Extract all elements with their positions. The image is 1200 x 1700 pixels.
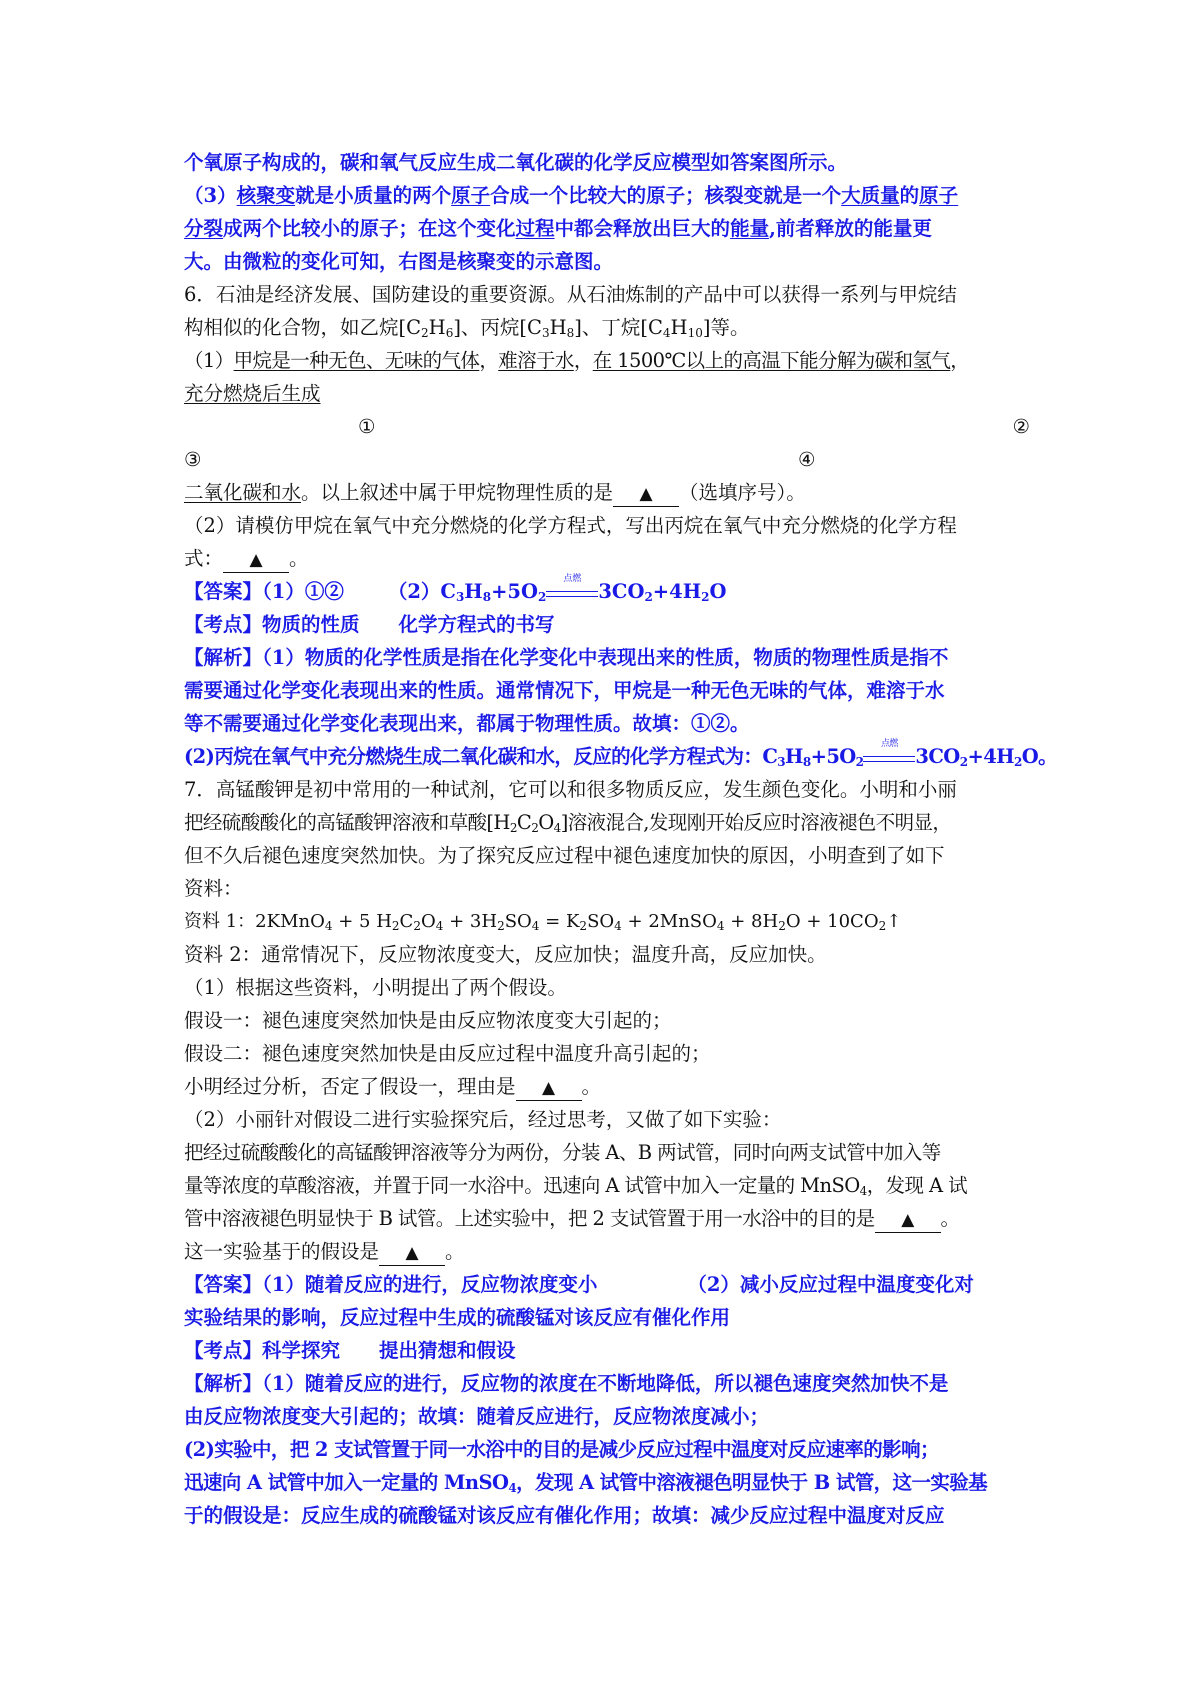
question-7-line <box>184 971 1030 1004</box>
answer-text: （2）减小反应过程中温度变化对 <box>687 1273 974 1296</box>
question-text: （1）根据这些资料，小明提出了两个假设。 <box>184 976 567 999</box>
statement-marker-3: ③ <box>184 448 202 471</box>
analysis-line <box>184 1466 1030 1499</box>
analysis-line <box>184 674 1030 707</box>
subscript: 3 <box>777 755 785 769</box>
answer-text: +5O <box>491 580 538 603</box>
subscript: 4 <box>716 919 725 933</box>
analysis-text: 。 <box>1038 745 1058 768</box>
underlined-statement: 在 1500℃以上的高温下能分解为碳和氢气 <box>592 349 951 372</box>
question-7-line <box>184 1070 1030 1103</box>
subscript: 4 <box>435 919 444 933</box>
knowledge-tag: 【考点】 <box>184 1339 263 1362</box>
question-text: 假设二：褪色速度突然加快是由反应过程中温度升高引起的； <box>184 1042 711 1065</box>
equation-text: + 5 H <box>332 911 392 932</box>
answer-text: +4H <box>652 580 702 603</box>
knowledge-text: 物质的性质 化学方程式的书写 <box>262 613 555 636</box>
document-content <box>184 146 1058 1532</box>
analysis-text: +4H <box>967 745 1014 768</box>
analysis-text: 合成一个比较大的原子；核裂变就是一个 <box>490 184 842 207</box>
equation-text: C <box>399 911 414 932</box>
analysis-line <box>184 1433 1030 1466</box>
analysis-text: (2)丙烷在氧气中充分燃烧生成二氧化碳和水，反应的化学方程式为：C <box>184 745 778 768</box>
question-text: （2）小丽针对假设二进行实验探究后，经过思考，又做了如下实验： <box>184 1108 782 1131</box>
equation-text: = K <box>539 911 580 932</box>
equation-text: SO <box>504 911 532 932</box>
question-6-line <box>184 311 1030 344</box>
subscript: 2 <box>959 755 968 769</box>
analysis-line <box>184 738 1058 773</box>
analysis-line <box>184 1499 1030 1532</box>
subscript: 2 <box>497 919 505 933</box>
subscript: 2 <box>509 821 517 835</box>
subscript: 4 <box>553 821 561 835</box>
analysis-line <box>184 212 1030 245</box>
subscript: 4 <box>859 1184 867 1198</box>
statement-markers-row <box>184 443 1030 476</box>
knowledge-text: 科学探究 提出猜想和假设 <box>262 1339 516 1362</box>
analysis-text: ,前者释放的能量更 <box>769 217 932 240</box>
question-7-line <box>184 806 1030 839</box>
subscript: 2 <box>778 919 786 933</box>
analysis-text: 迅速向 A 试管中加入一定量的 MnSO <box>184 1471 509 1494</box>
question-text: 。 <box>940 1207 960 1230</box>
question-text: O <box>538 811 554 834</box>
analysis-text: （3） <box>184 184 237 207</box>
answer-text: O <box>709 580 727 603</box>
question-6-line <box>184 344 1030 377</box>
question-text: H <box>428 316 446 339</box>
question-text: 把经硫酸酸化的高锰酸钾溶液和草酸[H <box>184 811 510 834</box>
analysis-text: 由反应物浓度变大引起的；故填：随着反应进行，反应物浓度减小； <box>184 1405 770 1428</box>
reference-1-line <box>184 905 1030 938</box>
statement-markers-row <box>184 410 1030 443</box>
analysis-text: +5O <box>810 745 856 768</box>
question-text: 假设一：褪色速度突然加快是由反应物浓度变大引起的； <box>184 1009 672 1032</box>
answer-equation <box>387 573 727 604</box>
statement-marker-4: ④ <box>798 448 816 471</box>
question-text: ]溶液混合,发现刚开始反应时溶液褪色不明显， <box>560 811 952 834</box>
subscript: 2 <box>855 755 864 769</box>
analysis-line <box>184 1400 1030 1433</box>
underlined-term: 核聚变 <box>236 184 296 207</box>
question-text: 7．高锰酸钾是初中常用的一种试剂，它可以和很多物质反应，发生颜色变化。小明和小丽 <box>184 778 957 801</box>
analysis-line <box>184 1367 1030 1400</box>
question-text: ]、丁烷[C <box>574 316 663 339</box>
subscript: 2 <box>421 326 429 340</box>
analysis-text: 中都会释放出巨大的 <box>554 217 731 240</box>
analysis-line <box>184 641 1030 674</box>
question-6-line <box>184 542 1030 575</box>
equation-text: + 3H <box>443 911 498 932</box>
triangle-icon: ▲ <box>639 484 653 504</box>
reaction-arrow <box>546 573 598 602</box>
subscript: 2 <box>531 821 539 835</box>
analysis-text: （1）随着反应的进行，反应物的浓度在不断地降低，所以褪色速度突然加快不是 <box>262 1372 949 1395</box>
answer-text: 实验结果的影响，反应过程中生成的硫酸锰对该反应有催化作用 <box>184 1306 731 1329</box>
underlined-statement: 甲烷是一种无色、无味的气体 <box>233 349 480 372</box>
subscript: 2 <box>391 919 400 933</box>
analysis-line <box>184 146 1030 179</box>
subscript: 4 <box>324 919 333 933</box>
question-6-line <box>184 476 1030 509</box>
equation-text: O <box>420 911 436 932</box>
question-text: ，发现 A 试 <box>866 1174 967 1197</box>
question-text: 。 <box>445 1240 465 1263</box>
underlined-term: 能量 <box>730 217 770 240</box>
underlined-statement: 难溶于水 <box>498 349 574 372</box>
analysis-text: 需要通过化学变化表现出来的性质。通常情况下，甲烷是一种无色无味的气体，难溶于水 <box>184 679 945 702</box>
subscript: 4 <box>531 919 540 933</box>
answer-line <box>184 1268 1030 1301</box>
equation-text: + 2MnSO <box>621 911 717 932</box>
question-7-line <box>184 1169 1030 1202</box>
equation-text: 资料 1：2KMnO <box>184 911 325 932</box>
triangle-icon: ▲ <box>901 1210 914 1230</box>
answer-line <box>184 575 1030 608</box>
answer-blank[interactable] <box>223 547 289 573</box>
subscript: 2 <box>1013 755 1022 769</box>
subscript: 3 <box>541 326 550 340</box>
question-text: ]等。 <box>702 316 750 339</box>
question-7-line <box>184 839 1030 872</box>
question-text: 资料 2：通常情况下，反应物浓度变大，反应加快；温度升高，反应加快。 <box>184 943 827 966</box>
subscript: 4 <box>508 1481 517 1495</box>
analysis-tag: 【解析】 <box>184 646 263 669</box>
analysis-text: 就是小质量的两个 <box>295 184 452 207</box>
hypothesis-2-line <box>184 1037 1030 1070</box>
answer-text: （2）C <box>387 580 456 603</box>
analysis-text: (2)实验中，把 2 支试管置于同一水浴中的目的是减少反应过程中温度对反应速率的影响； <box>184 1438 939 1461</box>
answer-blank[interactable] <box>875 1207 941 1233</box>
analysis-text: O <box>1021 745 1039 768</box>
underlined-statement: 充分燃烧后生成 <box>184 382 321 405</box>
triangle-icon: ▲ <box>541 1078 556 1098</box>
answer-text: （1）①② <box>262 580 344 603</box>
subscript: 8 <box>566 326 575 340</box>
underlined-term: 分裂 <box>184 217 224 240</box>
question-text: 构相似的化合物，如乙烷[C <box>184 316 422 339</box>
question-text: C <box>516 811 532 834</box>
question-text: 式： <box>184 547 224 570</box>
question-text: 。以上叙述中属于甲烷物理性质的是 <box>301 481 614 504</box>
analysis-line <box>184 707 1030 740</box>
question-7-line <box>184 872 1030 905</box>
reaction-condition: 点燃 <box>881 738 898 749</box>
question-7-line <box>184 773 1030 806</box>
subscript: 8 <box>482 590 492 604</box>
answer-tag: 【答案】 <box>184 580 263 603</box>
analysis-line <box>184 179 1030 212</box>
subscript: 2 <box>644 590 653 604</box>
knowledge-point-line <box>184 1334 1030 1367</box>
analysis-text: 的 <box>899 184 920 207</box>
question-text: 但不久后褪色速度突然加快。为了探究反应过程中褪色速度加快的原因，小明查到了如下 <box>184 844 945 867</box>
question-6-line <box>184 278 1030 311</box>
question-text: 小明经过分析，否定了假设一，理由是 <box>184 1075 516 1098</box>
answer-line <box>184 1301 1030 1334</box>
question-text: 这一实验基于的假设是 <box>184 1240 380 1263</box>
statement-marker-1: ① <box>358 415 376 438</box>
answer-tag: 【答案】 <box>184 1273 263 1296</box>
analysis-text: （1）物质的化学性质是指在化学变化中表现出来的性质，物质的物理性质是指不 <box>262 646 949 669</box>
answer-blank[interactable] <box>613 481 679 507</box>
underlined-term: 过程 <box>515 217 555 240</box>
subscript: 10 <box>687 326 703 340</box>
question-text: 。 <box>581 1075 602 1098</box>
analysis-text: 成两个比较小的原子；在这个变化 <box>223 217 516 240</box>
analysis-text: 3CO <box>915 745 960 768</box>
subscript: 4 <box>662 326 671 340</box>
answer-text: （1）随着反应的进行，反应物浓度变小 <box>262 1273 598 1296</box>
question-text: 量等浓度的草酸溶液，并置于同一水浴中。迅速向 A 试管中加入一定量的 MnSO <box>184 1174 860 1197</box>
underlined-term: 原子 <box>451 184 491 207</box>
question-7-line <box>184 1235 1030 1268</box>
question-text: H <box>549 316 567 339</box>
subscript: 2 <box>579 919 588 933</box>
statement-marker-2: ② <box>1012 415 1030 438</box>
question-text: H <box>670 316 688 339</box>
question-text: ， <box>950 349 970 372</box>
question-7-line <box>184 1136 1030 1169</box>
equation-text: O + 10CO <box>785 911 879 932</box>
question-text: （选填序号）。 <box>679 481 806 504</box>
equation-text: SO <box>587 911 615 932</box>
answer-text: H <box>464 580 483 603</box>
question-text: （1） <box>184 349 234 372</box>
question-text: 6．石油是经济发展、国防建设的重要资源。从石油炼制的产品中可以获得一系列与甲烷结 <box>184 283 957 306</box>
underlined-statement: 二氧化碳和水 <box>184 481 302 504</box>
question-text: ， <box>479 349 499 372</box>
triangle-icon: ▲ <box>405 1243 419 1263</box>
subscript: 2 <box>878 919 887 933</box>
subscript: 2 <box>701 590 710 604</box>
subscript: 2 <box>413 919 421 933</box>
question-text: ， <box>573 349 593 372</box>
analysis-tag: 【解析】 <box>184 1372 263 1395</box>
knowledge-point-line <box>184 608 1030 641</box>
reaction-condition: 点燃 <box>563 573 582 584</box>
analysis-text: 等不需要通过化学变化表现出来，都属于物理性质。故填：①②。 <box>184 712 750 735</box>
question-text: 。 <box>289 547 309 570</box>
analysis-text: 大。由微粒的变化可知，右图是核聚变的示意图。 <box>184 250 614 273</box>
gas-arrow-icon: ↑ <box>886 911 902 932</box>
underlined-term: 原子 <box>919 184 959 207</box>
underlined-term: 大质量 <box>841 184 900 207</box>
reference-2-line <box>184 938 1030 971</box>
analysis-text: H <box>785 745 803 768</box>
hypothesis-1-line <box>184 1004 1030 1037</box>
question-6-line <box>184 509 1030 542</box>
subscript: 6 <box>445 326 454 340</box>
question-text: 资料： <box>184 877 243 900</box>
subscript: 3 <box>455 590 465 604</box>
question-text: 把经过硫酸酸化的高锰酸钾溶液等分为两份，分装 A、B 两试管，同时向两支试管中加入等 <box>184 1141 941 1164</box>
question-7-line <box>184 1202 1030 1235</box>
question-text: （2）请模仿甲烷在氧气中充分燃烧的化学方程式，写出丙烷在氧气中充分燃烧的化学方程 <box>184 514 957 537</box>
analysis-text: ，发现 A 试管中溶液褪色明显快于 B 试管，这一实验基 <box>516 1471 988 1494</box>
question-6-line <box>184 377 1030 410</box>
question-7-line <box>184 1103 1030 1136</box>
answer-blank[interactable] <box>379 1240 445 1266</box>
subscript: 2 <box>538 590 547 604</box>
answer-text: 3CO <box>598 580 645 603</box>
triangle-icon: ▲ <box>249 550 263 570</box>
analysis-text: 于的假设是：反应生成的硫酸锰对该反应有催化作用；故填：减少反应过程中温度对反应 <box>184 1504 945 1527</box>
question-text: ]、丙烷[C <box>453 316 542 339</box>
question-text: 管中溶液褪色明显快于 B 试管。上述实验中，把 2 支试管置于用一水浴中的目的是 <box>184 1207 875 1230</box>
subscript: 8 <box>802 755 811 769</box>
equation-text: + 8H <box>724 911 779 932</box>
reaction-arrow <box>863 738 915 767</box>
subscript: 4 <box>614 919 622 933</box>
analysis-text: 个氧原子构成的，碳和氧气反应生成二氧化碳的化学反应模型如答案图所示。 <box>184 151 848 174</box>
analysis-line <box>184 245 1030 278</box>
answer-blank[interactable] <box>516 1075 582 1101</box>
knowledge-tag: 【考点】 <box>184 613 263 636</box>
